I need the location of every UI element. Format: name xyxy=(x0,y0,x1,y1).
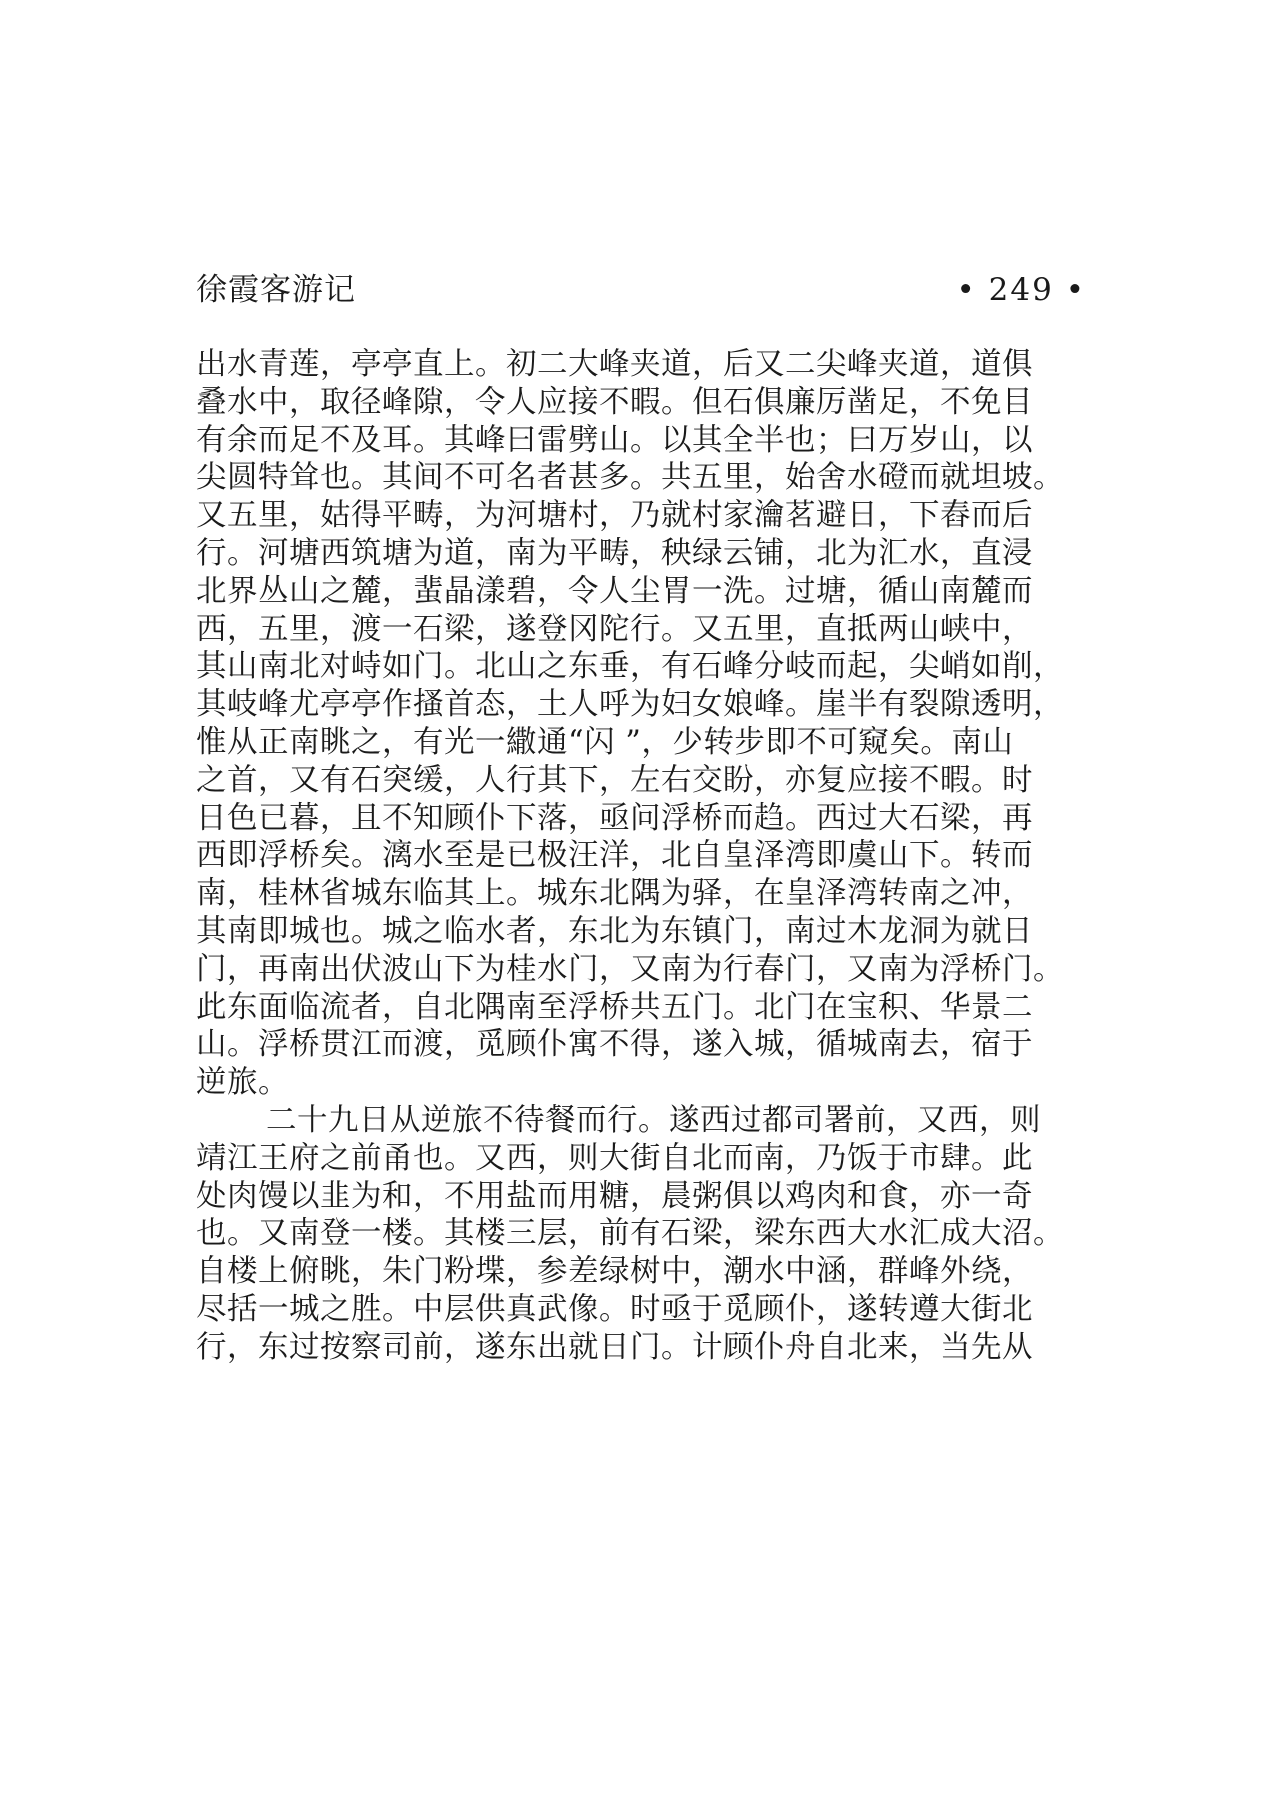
text-line: 行，东过按察司前，遂东出就日门。计顾仆舟自北来，当先从 xyxy=(196,1329,1033,1365)
text-line: 靖江王府之前甬也。又西，则大街自北而南，乃饭于市肆。此 xyxy=(196,1140,1033,1176)
text-line: 门，再南出伏波山下为桂水门，又南为行春门，又南为浮桥门。 xyxy=(196,951,1064,987)
book-page xyxy=(196,265,1086,1367)
running-header xyxy=(196,265,1086,315)
text-line: 出水青莲，亭亭直上。初二大峰夹道，后又二尖峰夹道，道俱 xyxy=(196,347,1033,382)
text-line: 其山南北对峙如门。北山之东垂，有石峰分岐而起，尖峭如削， xyxy=(196,649,1064,685)
book-title: 徐霞客游记 xyxy=(196,272,356,308)
text-line: 又五里，姑得平畴，为河塘村，乃就村家瀹茗避日，下舂而后 xyxy=(196,498,1033,534)
text-line: 日色已暮，且不知顾仆下落，亟问浮桥而趋。西过大石梁，再 xyxy=(196,800,1033,836)
text-line: 逆旅。 xyxy=(196,1065,289,1101)
text-line: 尖圆特耸也。其间不可名者甚多。共五里，始舍水磴而就坦坡。 xyxy=(196,460,1064,496)
page-number: • 249 • xyxy=(956,272,1086,308)
text-line: 此东面临流者，自北隅南至浮桥共五门。北门在宝积、华景二 xyxy=(196,989,1033,1025)
text-line: 处肉馒以韭为和，不用盐而用糖，晨粥俱以鸡肉和食，亦一奇 xyxy=(196,1178,1033,1214)
text-line: 自楼上俯眺，朱门粉堞，参差绿树中，潮水中涵，群峰外绕， xyxy=(196,1254,1033,1290)
text-line: 行。河塘西筑塘为道，南为平畴，秧绿云铺，北为汇水，直浸 xyxy=(196,535,1033,571)
text-line: 有余而足不及耳。其峰曰雷劈山。以其全半也；曰万岁山，以 xyxy=(196,422,1033,458)
text-line: 也。又南登一楼。其楼三层，前有石梁，梁东西大水汇成大沼。 xyxy=(196,1216,1064,1252)
text-line: 南，桂林省城东临其上。城东北隅为驿，在皇泽湾转南之冲， xyxy=(196,876,1033,912)
text-line: 其岐峰尤亭亭作搔首态，土人呼为妇女娘峰。崖半有裂隙透明， xyxy=(196,687,1064,723)
text-line: 北界丛山之麓，蜚晶漾碧，令人尘胃一洗。过塘，循山南麓而 xyxy=(196,573,1033,609)
text-line: 惟从正南眺之，有光一繖通“闪 ”，少转步即不可窥矣。南山 xyxy=(196,724,1014,760)
text-line: 山。浮桥贯江而渡，觅顾仆寓不得，遂入城，循城南去，宿于 xyxy=(196,1027,1033,1063)
text-line: 尽括一城之胜。中层供真武像。时亟于觅顾仆，遂转遵大街北 xyxy=(196,1291,1033,1327)
text-line: 叠水中，取径峰隙，令人应接不暇。但石俱廉厉凿足，不免目 xyxy=(196,384,1033,420)
text-line: 西，五里，渡一石梁，遂登冈陀行。又五里，直抵两山峡中， xyxy=(196,611,1033,647)
text-line: 其南即城也。城之临水者，东北为东镇门，南过木龙洞为就日 xyxy=(196,913,1033,949)
text-line: 西即浮桥矣。漓水至是已极汪洋，北自皇泽湾即虞山下。转而 xyxy=(196,838,1033,874)
body-text xyxy=(196,346,1086,1367)
paragraph-first-line: 二十九日从逆旅不待餐而行。遂西过都司署前，又西，则 xyxy=(266,1102,1041,1138)
text-line: 之首，又有石突缓，人行其下，左右交盼，亦复应接不暇。时 xyxy=(196,762,1033,798)
